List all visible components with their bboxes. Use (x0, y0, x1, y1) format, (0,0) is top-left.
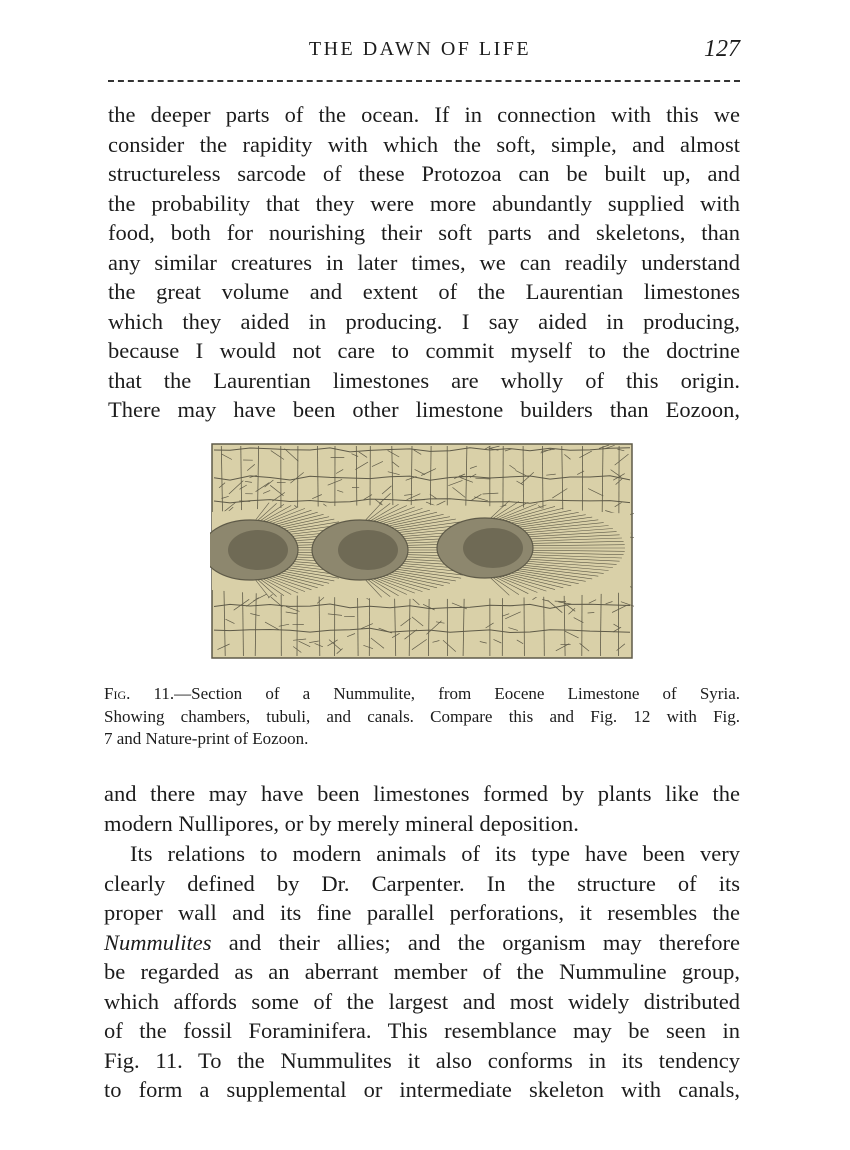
text-line: of the fossil Foraminifera. This resemblance may be seen in (104, 1018, 740, 1043)
caption-text: —Section of a Nummulite, from Eocene Limestone of Syria. (174, 684, 740, 703)
caption-line (104, 683, 740, 706)
chamber-core (463, 528, 523, 568)
text-line: be regarded as an aberrant member of the Nummuline group, (104, 959, 740, 984)
text-line: consider the rapidity with which the soft, simple, and almost (108, 131, 740, 157)
text-line: which affords some of the largest and most widely distributed (104, 988, 740, 1014)
text-line: Its relations to modern animals of its type have been very (130, 841, 740, 866)
paragraph-2 (104, 779, 740, 838)
text-line: that the Laurentian limestones are wholly of this origin. (108, 367, 740, 393)
text-fragment: and their allies; and the organism may therefore (211, 929, 740, 955)
paragraph-3 (104, 839, 740, 1105)
text-line: modern Nullipores, or by merely mineral deposition. (104, 810, 579, 836)
text-line: the deeper parts of the ocean. If in connection with this we (108, 102, 740, 127)
text-line: because I would not care to commit myself to the doctrine (108, 338, 740, 363)
text-line: the probability that they were more abundantly supplied with (108, 190, 740, 216)
page-header (100, 36, 740, 70)
text-line: the great volume and extent of the Laurentian limestones (108, 279, 740, 304)
text-line: structureless sarcode of these Protozoa can be built up, and (108, 161, 740, 186)
running-title: THE DAWN OF LIFE (308, 38, 532, 60)
header-rule (108, 80, 740, 82)
caption-label: Fig. 11. (104, 684, 175, 703)
nummulite-figure (210, 442, 634, 660)
caption-line: 7 and Nature-print of Eozoon. (104, 729, 309, 748)
text-line: proper wall and its fine parallel perforations, it resembles the (104, 900, 740, 925)
italic-term: Nummulites (104, 929, 212, 955)
text-line: There may have been other limestone builders than Eozoon, (108, 397, 740, 422)
page-number: 127 (704, 36, 740, 62)
text-line: food, both for nourishing their soft parts and skeletons, than (108, 220, 740, 245)
caption-line: Showing chambers, tubuli, and canals. Compare this and Fig. 12 with Fig. (104, 706, 740, 726)
text-line (104, 928, 740, 958)
nummulite-engraving (210, 442, 634, 660)
text-line: and there may have been limestones formed by plants like the (104, 781, 740, 806)
text-line: to form a supplemental or intermediate skeleton with canals, (104, 1077, 740, 1102)
text-line: clearly defined by Dr. Carpenter. In the structure of its (104, 870, 740, 896)
chamber-core (228, 530, 288, 570)
text-line: Fig. 11. To the Nummulites it also conforms in its tendency (104, 1047, 740, 1073)
chamber-core (338, 530, 398, 570)
text-line: any similar creatures in later times, we can readily understand (108, 249, 740, 275)
paragraph-1 (108, 100, 740, 425)
text-line: which they aided in producing. I say aided in producing, (108, 308, 740, 334)
figure-caption (104, 683, 740, 751)
